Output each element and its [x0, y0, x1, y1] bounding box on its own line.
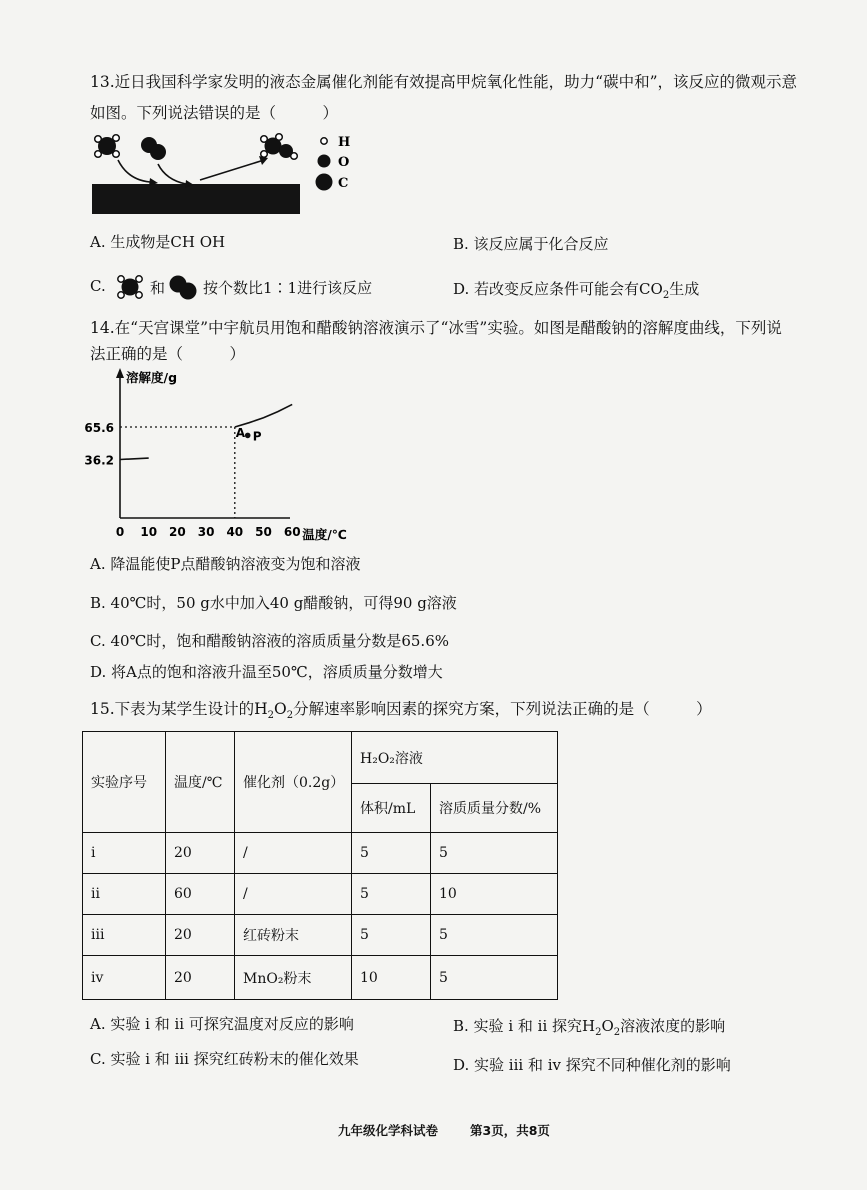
q15-option-c[interactable]: C. 实验 i 和 iii 探究红砖粉末的催化效果 — [90, 1050, 359, 1068]
q14-stem-line1: 14.在“天宫课堂”中宇航员用饱和醋酸钠溶液演示了“冰雪”实验。如图是醋酸钠的溶解度曲线，下列说 — [90, 319, 782, 337]
cell-seq: i — [83, 833, 166, 874]
hydrogen-atom-icon — [321, 138, 327, 144]
cell-seq: iv — [83, 956, 166, 1000]
q13-option-d[interactable] — [453, 278, 699, 301]
header-catalyst: 催化剂（0.2g） — [235, 732, 352, 833]
q15-stem-post: 分解速率影响因素的探究方案，下列说法正确的是（ ） — [293, 700, 712, 718]
table-row — [83, 915, 558, 956]
carbon-atom-icon — [316, 174, 333, 191]
y-axis-arrow — [116, 368, 124, 378]
footer-page-number: 第3页，共8页 — [470, 1123, 550, 1138]
reaction-arrows — [118, 160, 264, 184]
solubility-curve — [120, 458, 149, 459]
header-temp: 温度/℃ — [166, 732, 235, 833]
q15-option-b-post: 溶液浓度的影响 — [620, 1017, 726, 1035]
q15-option-b-pre: B. 实验 i 和 ii 探究H — [453, 1017, 596, 1035]
q14-stem-line2: 法正确的是（ ） — [90, 345, 246, 363]
solubility-curve — [235, 404, 292, 427]
q15-stem-mid: O — [274, 700, 287, 718]
legend-h: H — [338, 135, 351, 150]
cell-volume: 5 — [352, 915, 431, 956]
option-c-and: 和 — [150, 279, 166, 297]
x-axis-label: 温度/℃ — [302, 527, 347, 542]
solubility-chart — [80, 362, 400, 547]
q14-option-a[interactable]: A. 降温能使P点醋酸钠溶液变为饱和溶液 — [90, 555, 361, 573]
header-seq: 实验序号 — [83, 732, 166, 833]
catalyst-surface — [92, 184, 300, 214]
cell-seq: ii — [83, 874, 166, 915]
cell-fraction: 5 — [431, 833, 558, 874]
q15-stem-sub1: 2 — [267, 710, 275, 722]
q15-option-b-mid: O — [601, 1017, 614, 1035]
cell-temp: 20 — [166, 956, 235, 1000]
x-tick-label: 50 — [255, 525, 272, 539]
q15-option-b[interactable] — [453, 1015, 725, 1038]
cell-volume: 5 — [352, 874, 431, 915]
point-p-marker — [245, 433, 251, 439]
x-tick-label: 40 — [226, 525, 244, 539]
q14-option-c[interactable]: C. 40℃时，饱和醋酸钠溶液的溶质质量分数是65.6% — [90, 632, 449, 650]
cell-temp: 20 — [166, 833, 235, 874]
point-a-label: A — [235, 426, 246, 440]
header-mass-fraction: 溶质质量分数/% — [431, 784, 558, 833]
x-tick-label: 10 — [140, 525, 158, 539]
q15-option-b-sub1: 2 — [595, 1027, 602, 1038]
y-axis-label: 溶解度/g — [126, 370, 178, 385]
point-p-label: P — [252, 429, 262, 444]
oxygen-atom-icon — [318, 155, 331, 168]
q13-option-b[interactable]: B. 该反应属于化合反应 — [453, 235, 609, 253]
cell-catalyst: 红砖粉末 — [235, 915, 352, 956]
q15-stem — [90, 697, 712, 728]
q13-option-c[interactable] — [90, 272, 420, 302]
ch4-molecule-icon — [112, 272, 150, 302]
ch3oh-molecule-icon — [261, 134, 298, 160]
q13-stem-line1: 13.近日我国科学家发明的液态金属催化剂能有效提高甲烷氧化性能，助力“碳中和”，该反应的微观示意 — [90, 73, 798, 91]
option-d-end: 生成 — [669, 280, 700, 298]
header-solution: H₂O₂溶液 — [352, 732, 558, 784]
option-d-sub: 2 — [662, 290, 670, 301]
o2-molecule-icon — [141, 137, 166, 160]
ch4-molecule-icon — [95, 135, 120, 158]
cell-temp: 60 — [166, 874, 235, 915]
cell-seq: iii — [83, 915, 166, 956]
q15-option-a[interactable]: A. 实验 i 和 ii 可探究温度对反应的影响 — [90, 1015, 354, 1033]
cell-fraction: 5 — [431, 956, 558, 1000]
cell-catalyst: MnO₂粉末 — [235, 956, 352, 1000]
cell-volume: 5 — [352, 833, 431, 874]
cell-catalyst: / — [235, 833, 352, 874]
table-row — [83, 956, 558, 1000]
q14-option-b[interactable]: B. 40℃时，50 g水中加入40 g醋酸钠，可得90 g溶液 — [90, 594, 457, 612]
q15-option-d[interactable]: D. 实验 iii 和 iv 探究不同种催化剂的影响 — [453, 1056, 731, 1074]
q15-option-b-sub2: 2 — [613, 1027, 621, 1038]
atom-legend — [316, 138, 333, 191]
legend-c: C — [338, 176, 349, 191]
cell-catalyst: / — [235, 874, 352, 915]
q15-stem-pre: 15.下表为某学生设计的H — [90, 700, 268, 718]
o2-molecule-icon — [167, 272, 201, 302]
x-tick-label: 20 — [169, 525, 186, 539]
cell-temp: 20 — [166, 915, 235, 956]
table-row — [83, 833, 558, 874]
x-tick-label: 30 — [197, 525, 215, 539]
q13-reaction-diagram — [88, 128, 368, 220]
header-volume: 体积/mL — [352, 784, 431, 833]
x-tick-label: 0 — [115, 525, 125, 539]
q13-stem-line2: 如图。下列说法错误的是（ ） — [90, 104, 339, 122]
legend-o: O — [338, 155, 350, 170]
y-tick-label: 36.2 — [84, 453, 114, 468]
experiment-table — [82, 731, 558, 1000]
cell-fraction: 10 — [431, 874, 558, 915]
q15-stem-sub2: 2 — [286, 710, 294, 722]
x-tick-label: 60 — [283, 525, 301, 539]
option-d-text: D. 若改变反应条件可能会有CO — [453, 280, 663, 298]
table-row — [83, 874, 558, 915]
cell-volume: 10 — [352, 956, 431, 1000]
y-tick-label: 65.6 — [84, 421, 114, 435]
option-c-label: C. — [90, 277, 106, 295]
q13-option-a[interactable]: A. 生成物是CH OH — [90, 233, 226, 251]
cell-fraction: 5 — [431, 915, 558, 956]
footer-subject: 九年级化学科试卷 — [338, 1123, 439, 1138]
option-c-text: 按个数比1∶1进行该反应 — [203, 279, 373, 297]
q14-option-d[interactable]: D. 将A点的饱和溶液升温至50℃，溶质质量分数增大 — [90, 663, 443, 681]
